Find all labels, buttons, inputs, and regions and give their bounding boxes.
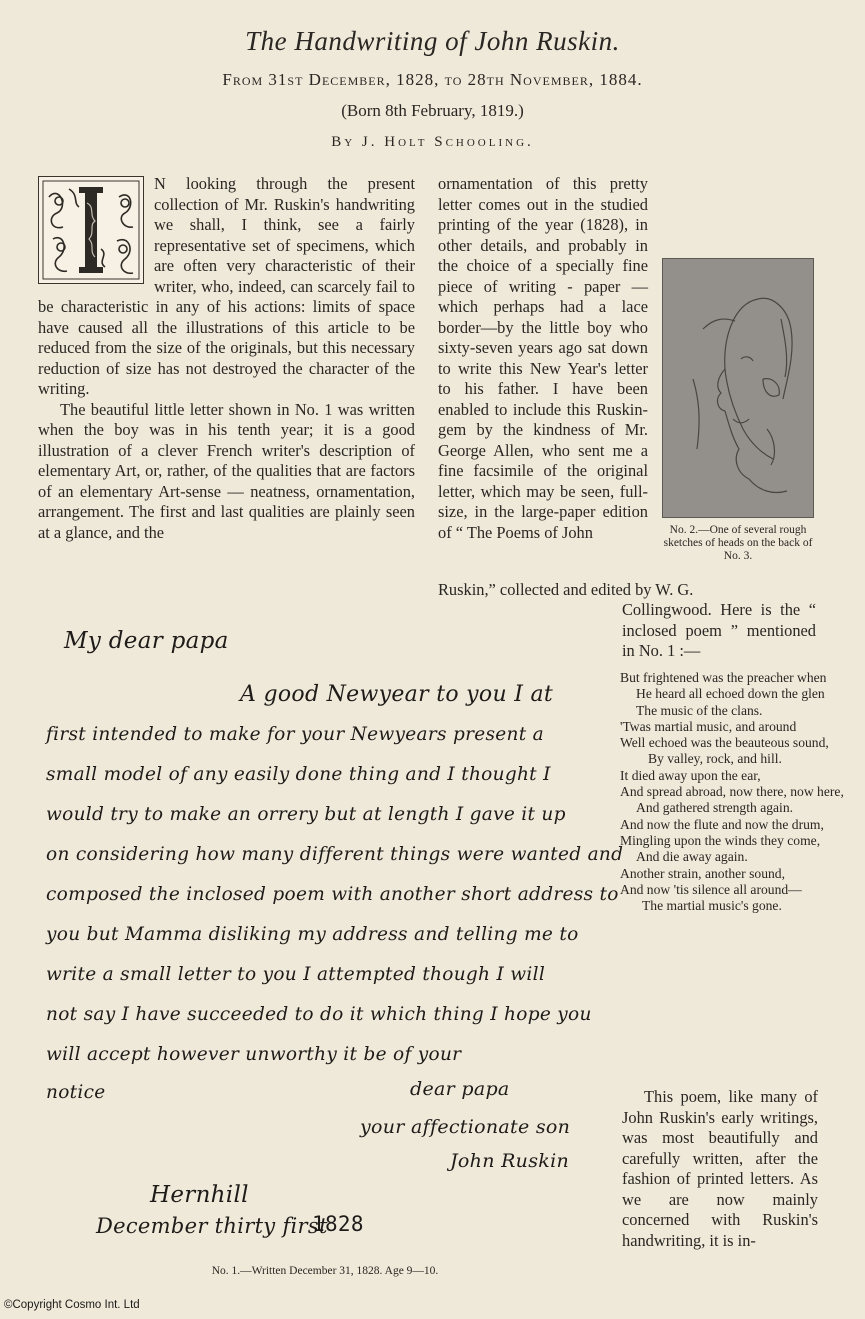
continuation-line: Ruskin,” collected and edited by W. G.	[438, 580, 694, 599]
sketch-of-head-image	[662, 258, 814, 518]
paragraph-1: N looking through the present collection of Mr. Ruskin's handwriting we shall, I think, see a fairly representative set of specimens, which are often very characteristic of their writer, who, indeed, can scarcely fail to be characteristic in any of his actions: limits of space have caused all the illustrations of this article to be reduced from the size of the originals, but this necessary reduction of size has not destroyed the character of the writing.	[38, 174, 415, 398]
byline: By J. Holt Schooling.	[331, 134, 534, 150]
letter-line: write a small letter to you I attempted though I will	[46, 964, 546, 985]
right-paragraph: ornamentation of this pretty letter comes out in the studied printing of the year (1828), in other details, and probably in the choice of a specially fine piece of writing - paper — which perhaps had a lace border—by the little boy who sixty-seven years ago sat down to write this New Year's letter to his father. I have been enabled to include this Ruskin-gem by the kindness of Mr. George Allen, who sent me a fine facsimile of the original letter, which may be seen, full-size, in the large-paper edition of “ The Poems of John	[438, 174, 648, 542]
poem-line: Another strain, another sound,	[620, 865, 785, 881]
letter-line: not say I have succeeded to do it which thing I hope you	[46, 1004, 592, 1025]
closing-paragraph-text: This poem, like many of John Ruskin's early writings, was most beautifully and carefully written, after the fashion of printed letters. As we are now mainly concerned with Ruskin's handwriting, it is in-	[622, 1087, 818, 1250]
born-date: (Born 8th February, 1819.)	[341, 101, 524, 120]
poem-line: 'Twas martial music, and around	[620, 718, 797, 734]
poem-line: The martial music's gone.	[642, 898, 782, 914]
poem-line: It died away upon the ear,	[620, 767, 761, 783]
figure-2-caption: No. 2.—One of several rough sketches of heads on the back of No. 3.	[663, 524, 813, 562]
letter-closing: dear papa	[410, 1078, 510, 1100]
letter-line: would try to make an orrery but at length I gave it up	[46, 804, 566, 825]
poem-line: But frightened was the preacher when	[620, 670, 827, 685]
letter-line: notice	[46, 1082, 106, 1103]
letter-line: small model of any easily done thing and I thought I	[46, 764, 551, 785]
poem-line: And die away again.	[636, 849, 748, 865]
floral-drop-cap-icon	[39, 177, 143, 283]
poem-intro: Collingwood. Here is the “ inclosed poem ” mentioned in No. 1 :—	[622, 600, 816, 660]
figure-1-caption: No. 1.—Written December 31, 1828. Age 9—10.	[211, 1265, 439, 1277]
poem-line: And now 'tis silence all around—	[620, 881, 802, 897]
letter-line: on considering how many different things were wanted and	[46, 844, 624, 865]
poem-line: The music of the clans.	[636, 702, 763, 718]
poem-line: He heard all echoed down the glen	[636, 686, 825, 702]
left-column	[38, 174, 415, 543]
letter-line: composed the inclosed poem with another short address to	[46, 884, 619, 905]
letter-place: Hernhill	[150, 1182, 249, 1208]
poem-line: And gathered strength again.	[636, 800, 794, 816]
letter-closing: your affectionate son	[360, 1116, 571, 1138]
closing-paragraph	[622, 1087, 818, 1251]
right-column	[438, 174, 814, 563]
drop-cap-ornament	[38, 176, 144, 284]
poem-line: Well echoed was the beauteous sound,	[620, 735, 829, 751]
letter-date-year: 1828	[312, 1212, 364, 1236]
copyright-watermark: ©Copyright Cosmo Int. Ltd	[4, 1299, 140, 1311]
letter-line: A good Newyear to you I at	[240, 682, 554, 707]
poem-line: And spread abroad, now there, now here,	[620, 784, 844, 800]
letter-salutation: My dear papa	[64, 628, 229, 654]
article-subtitle: From 31st December, 1828, to 28th November, 1884.	[222, 70, 643, 89]
letter-line: you but Mamma disliking my address and telling me to	[46, 924, 579, 945]
article-title: The Handwriting of John Ruskin.	[245, 26, 620, 56]
right-column-continuation	[438, 580, 814, 601]
inclosed-poem	[620, 670, 844, 914]
letter-line: will accept however unworthy it be of your	[46, 1044, 462, 1065]
handwritten-letter	[40, 620, 624, 1260]
figure-2	[658, 258, 818, 563]
head-sketch-icon	[663, 259, 813, 517]
poem-line: And now the flute and now the drum,	[620, 816, 824, 832]
letter-line: first intended to make for your Newyears present a	[46, 724, 545, 745]
poem-line: By valley, rock, and hill.	[648, 751, 782, 767]
paragraph-2: The beautiful little letter shown in No. 1 was written when the boy was in his tenth year; it is a good illustration of a clever French writer's description of elementary Art, or, rather, of the qualities that are factors of an elementary Art-sense — neatness, ornamentation, arrangement. The first and last qualities are plainly seen at a glance, and the	[38, 399, 415, 542]
letter-date-words: December thirty first	[96, 1214, 328, 1238]
poem-line: Mingling upon the winds they come,	[620, 832, 821, 848]
letter-signature: John Ruskin	[450, 1150, 569, 1172]
